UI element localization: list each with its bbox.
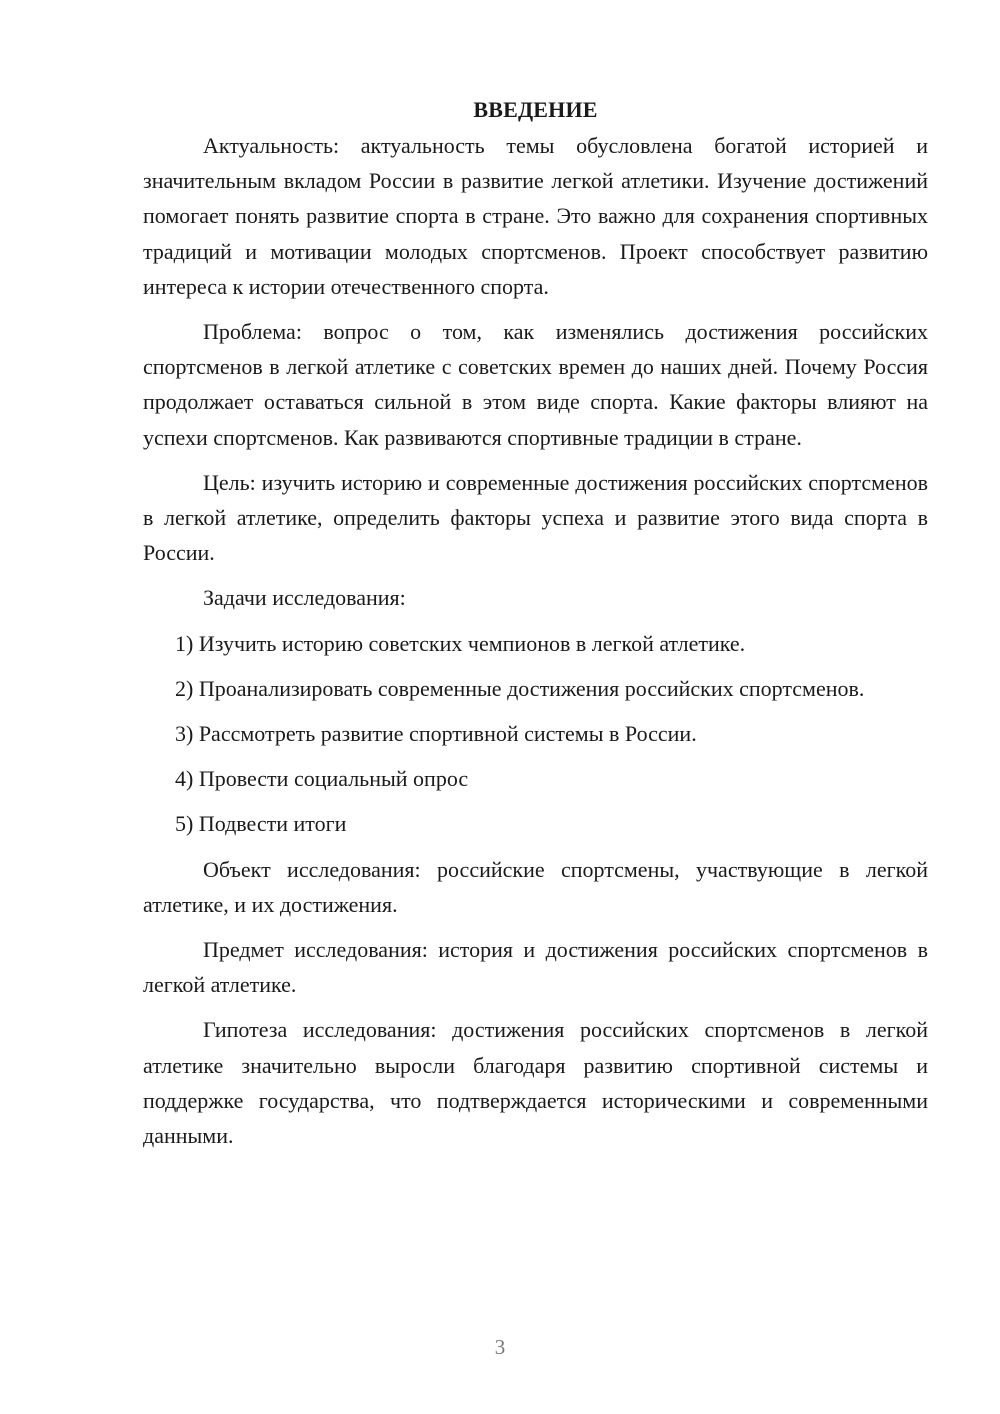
document-body — [143, 92, 928, 1153]
subject-paragraph: Предмет исследования: история и достижения российских спортсменов в легкой атлетике. — [143, 937, 928, 998]
task-item-4: 4) Провести социальный опрос — [175, 766, 469, 792]
page-number: 3 — [494, 1335, 506, 1359]
goal-paragraph: Цель: изучить историю и современные достижения российских спортсменов в легкой атлетике, определить факторы успеха и развитие этого вида спорта в России. — [143, 469, 928, 566]
task-item-2: 2) Проанализировать современные достижения российских спортсменов. — [175, 675, 865, 701]
task-item-3: 3) Рассмотреть развитие спортивной системы в России. — [175, 721, 697, 747]
task-item-5: 5) Подвести итоги — [175, 811, 347, 837]
problem-paragraph: Проблема: вопрос о том, как изменялись достижения российских спортсменов в легкой атлетике с советских времен до наших дней. Почему Россия продолжает оставаться сильной в этом виде спорта. Какие факторы влияют на успехи спортсменов. Как развиваются спортивные традиции в стране. — [143, 319, 928, 450]
section-title: ВВЕДЕНИЕ — [473, 97, 598, 122]
relevance-paragraph: Актуальность: актуальность темы обусловлена богатой историей и значительным вкладом России в развитие легкой атлетики. Изучение достижений помогает понять развитие спорта в стране. Это важно для сохранения спортивных традиций и мотивации молодых спортсменов. Проект способствует развитию интереса к истории отечественного спорта. — [143, 133, 928, 299]
hypothesis-paragraph: Гипотеза исследования: достижения российских спортсменов в легкой атлетике значительно выросли благодаря развитию спортивной системы и поддержке государства, что подтверждается историческими и современными данными. — [143, 1017, 928, 1149]
task-item-1: 1) Изучить историю советских чемпионов в легкой атлетике. — [175, 630, 746, 656]
tasks-heading: Задачи исследования: — [203, 585, 406, 611]
object-paragraph: Объект исследования: российские спортсмены, участвующие в легкой атлетике, и их достижения. — [143, 856, 928, 917]
